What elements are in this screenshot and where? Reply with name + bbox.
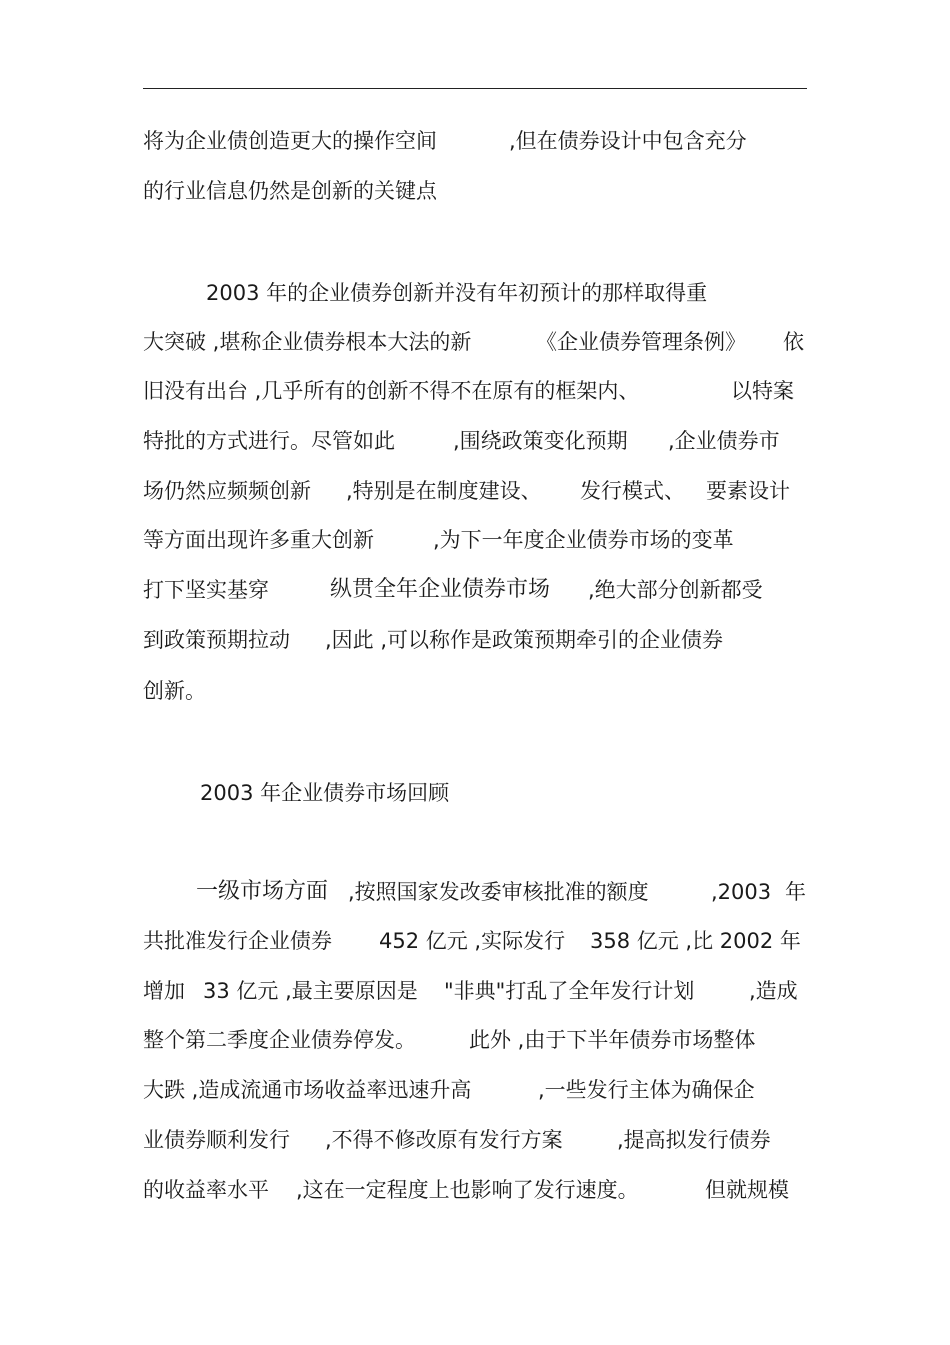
text-segment: ,但在债券设计中包含充分 (509, 129, 747, 153)
text-segment: ,绝大部分创新都受 (588, 578, 763, 602)
text-segment: 年 (785, 880, 806, 904)
text-line (0, 1125, 950, 1155)
text-line (0, 877, 950, 907)
text-line (0, 476, 950, 506)
text-segment: ,不得不修改原有发行方案 (325, 1128, 563, 1152)
text-line (0, 1075, 950, 1105)
text-segment: 到政策预期拉动 (143, 628, 290, 652)
text-segment: 以特案 (731, 379, 794, 403)
text-segment: 452 亿元 ,实际发行 (379, 929, 566, 953)
text-segment: 旧没有出台 ,几乎所有的创新不得不在原有的框架内、 (143, 379, 640, 403)
text-line (0, 575, 950, 605)
text-segment: 整个第二季度企业债券停发。 (143, 1028, 416, 1052)
text-line (0, 676, 950, 706)
text-segment: 将为企业债创造更大的操作空间 (143, 129, 437, 153)
text-segment: 大突破 ,堪称企业债券根本大法的新 (143, 330, 472, 354)
text-segment: ,为下一年度企业债券市场的变革 (433, 528, 734, 552)
text-segment: ,造成 (749, 979, 798, 1003)
text-line (0, 976, 950, 1006)
text-segment: 发行模式、 (580, 479, 685, 503)
text-segment: 的行业信息仍然是创新的关键点 (143, 179, 437, 203)
text-segment: 此外 ,由于下半年债券市场整体 (469, 1028, 756, 1052)
text-line (0, 176, 950, 206)
text-segment: ,因此 ,可以称作是政策预期牵引的企业债券 (325, 628, 724, 652)
text-segment: ,企业债券市 (668, 429, 780, 453)
text-segment: 《企业债券管理条例》 (536, 330, 746, 354)
header-rule (143, 88, 807, 89)
text-segment: 一级市场方面 (196, 879, 329, 904)
text-line (0, 426, 950, 456)
text-segment: 2003 年的企业债券创新并没有年初预计的那样取得重 (206, 281, 708, 305)
text-segment: ,特别是在制度建设、 (346, 479, 542, 503)
text-line (0, 126, 950, 156)
text-segment: 增加 (143, 979, 185, 1003)
section-heading (0, 778, 950, 808)
text-segment: ,一些发行主体为确保企 (538, 1078, 755, 1102)
text-segment: ,围绕政策变化预期 (453, 429, 628, 453)
text-segment: ,提高拟发行债券 (617, 1128, 771, 1152)
text-segment: 打下坚实基穿 (143, 578, 269, 602)
text-segment: 创新。 (143, 679, 206, 703)
text-segment: 但就规模 (705, 1178, 789, 1202)
text-segment: 358 亿元 ,比 2002 年 (590, 929, 801, 953)
text-line (0, 376, 950, 406)
text-line (0, 1175, 950, 1205)
text-line (0, 625, 950, 655)
text-line (0, 278, 950, 308)
text-line (0, 926, 950, 956)
text-segment: 场仍然应频频创新 (143, 479, 311, 503)
text-segment: 特批的方式进行。尽管如此 (143, 429, 395, 453)
text-segment: 纵贯全年企业债券市场 (330, 577, 551, 602)
text-line (0, 525, 950, 555)
text-segment: 依 (783, 330, 804, 354)
text-segment: 等方面出现许多重大创新 (143, 528, 374, 552)
section-heading-text: 2003 年企业债券市场回顾 (200, 781, 450, 805)
text-segment: 共批准发行企业债券 (143, 929, 332, 953)
text-segment: 业债券顺利发行 (143, 1128, 290, 1152)
text-segment: 的收益率水平 (143, 1178, 269, 1202)
text-segment: ,2003 (711, 880, 772, 904)
text-segment: 要素设计 (706, 479, 790, 503)
text-line (0, 327, 950, 357)
text-segment: ,这在一定程度上也影响了发行速度。 (296, 1178, 639, 1202)
text-segment: ,按照国家发改委审核批准的额度 (348, 880, 649, 904)
text-segment: "非典"打乱了全年发行计划 (444, 979, 695, 1003)
text-segment: 33 亿元 ,最主要原因是 (203, 979, 418, 1003)
text-segment: 大跌 ,造成流通市场收益率迅速升高 (143, 1078, 472, 1102)
text-line (0, 1025, 950, 1055)
